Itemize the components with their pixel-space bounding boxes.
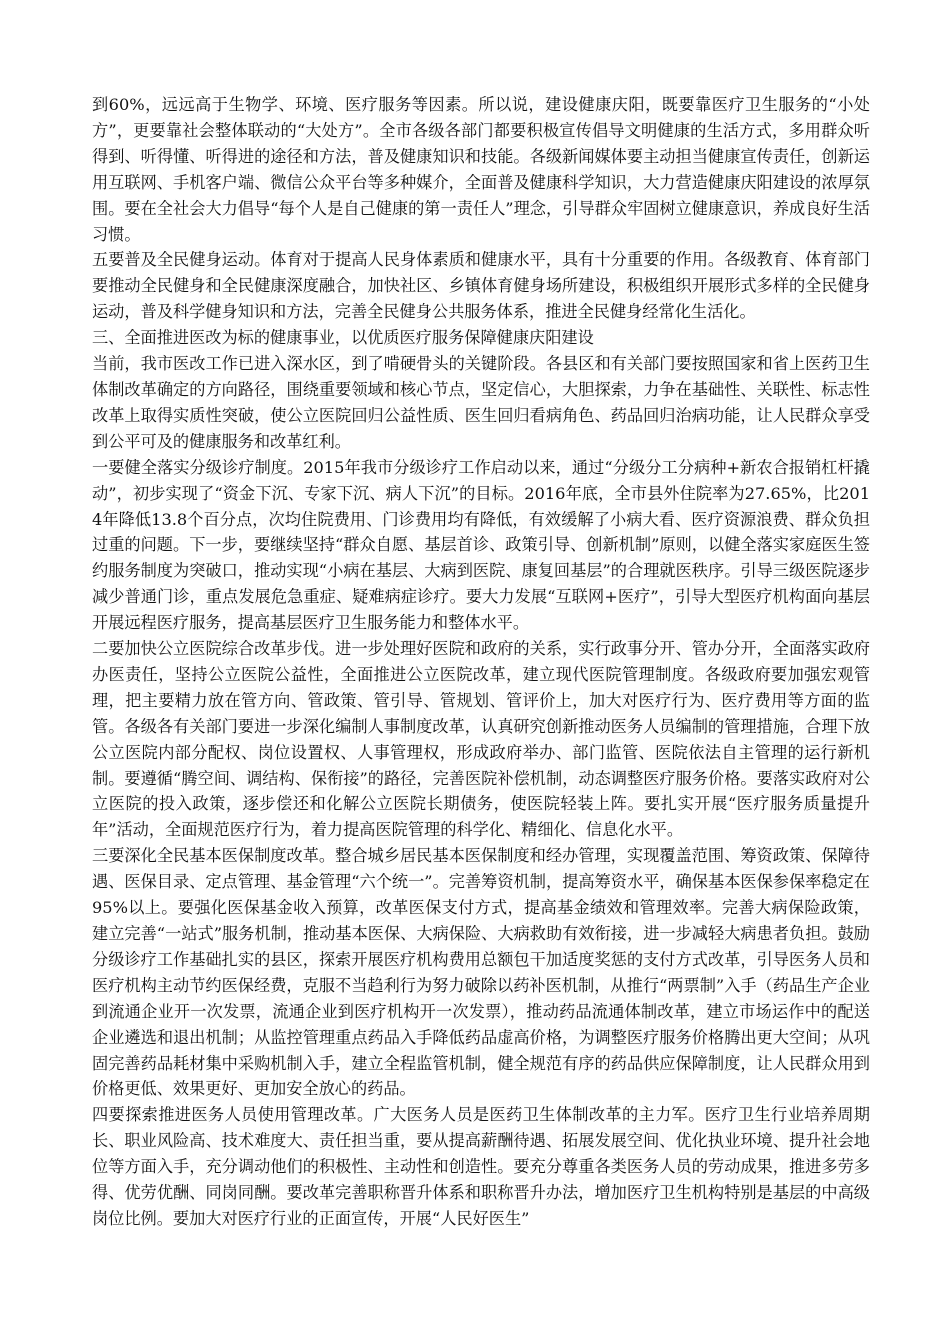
section-heading-medical-reform: 三、全面推进医改为标的健康事业，以优质医疗服务保障健康庆阳建设 (92, 328, 594, 348)
paragraph-medical-staff-reform: 四要探索推进医务人员使用管理改革。广大医务人员是医药卫生体制改革的主力军。医疗卫生行业培养周期长、职业风险高、技术难度大、责任担当重，要从提高薪酬待遇、拓展发展空间、优化执业环境、提升社会地位等方面入手，充分调动他们的积极性、主动性和创造性。要充分尊重各类医务人员的劳动成果，推进多劳多得、优劳优酬、同岗同酬。要改革完善职称晋升体系和职称晋升办法，增加医疗卫生机构特别是基层的中高级岗位比例。要加大对医疗行业的正面宣传，开展“人民好医生” (92, 1105, 870, 1228)
paragraph-medical-insurance-reform: 三要深化全民基本医保制度改革。整合城乡居民基本医保制度和经办管理，实现覆盖范围、筹资政策、保障待遇、医保目录、定点管理、基金管理“六个统一”。完善筹资机制，提高筹资水平，确保基本医保参保率稳定在95%以上。要强化医保基金收入预算，改革医保支付方式，提高基金绩效和管理效率。完善大病保险政策，建立完善“一站式”服务机制，推动基本医保、大病保险、大病救助有效衔接，进一步减轻大病患者负担。鼓励分级诊疗工作基础扎实的县区，探索开展医疗机构费用总额包干加适度奖惩的支付方式改革，引导医务人员和医疗机构主动节约医保经费，克服不当趋利行为努力破除以药补医机制，从推行“两票制”入手（药品生产企业到流通企业开一次发票，流通企业到医疗机构开一次发票），推动药品流通体制改革，建立市场运作中的配送企业遴选和退出机制；从监控管理重点药品入手降低药品虚高价格，为调整医疗服务价格腾出更大空间；从巩固完善药品耗材集中采购机制入手，建立全程监管机制，健全规范有序的药品供应保障制度，让人民群众用到价格更低、效果更好、更加安全放心的药品。 (92, 846, 870, 1099)
paragraph-reform-overview: 当前，我市医改工作已进入深水区，到了啃硬骨头的关键阶段。各县区和有关部门要按照国家和省上医药卫生体制改革确定的方向路径，围绕重要领域和核心节点，坚定信心，大胆探索，力争在基础性、关联性、标志性改革上取得实质性突破，使公立医院回归公益性质、医生回归看病角色、药品回归治病功能，让人民群众享受到公平可及的健康服务和改革红利。 (92, 354, 870, 451)
document-page (92, 92, 870, 1232)
paragraph-tiered-diagnosis: 一要健全落实分级诊疗制度。2015年我市分级诊疗工作启动以来，通过“分级分工分病种+新农合报销杠杆撬动”，初步实现了“资金下沉、专家下沉、病人下沉”的目标。2016年底，全市县外住院率为27.65%，比2014年降低13.8个百分点，次均住院费用、门诊费用均有降低，有效缓解了小病大看、医疗资源浪费、群众负担过重的问题。下一步，要继续坚持“群众自愿、基层首诊、政策引导、创新机制”原则，以健全落实家庭医生签约服务制度为突破口，推动实现“小病在基层、大病到医院、康复回基层”的合理就医秩序。引导三级医院逐步减少普通门诊，重点发展危急重症、疑难病症诊疗。要大力发展“互联网+医疗”，引导大型医疗机构面向基层开展远程医疗服务，提高基层医疗卫生服务能力和整体水平。 (92, 457, 870, 633)
paragraph-public-hospital-reform: 二要加快公立医院综合改革步伐。进一步处理好医院和政府的关系，实行政事分开、管办分开，全面落实政府办医责任，坚持公立医院公益性，全面推进公立医院改革，建立现代医院管理制度。各级政府要加强宏观管理，把主要精力放在管方向、管政策、管引导、管规划、管评价上，加大对医疗行为、医疗费用等方面的监管。各级各有关部门要进一步深化编制人事制度改革，认真研究创新推动医务人员编制的管理措施，合理下放公立医院内部分配权、岗位设置权、人事管理权，形成政府举办、部门监管、医院依法自主管理的运行新机制。要遵循“腾空间、调结构、保衔接”的路径，完善医院补偿机制，动态调整医疗服务价格。要落实政府对公立医院的投入政策，逐步偿还和化解公立医院长期债务，使医院轻装上阵。要扎实开展“医疗服务质量提升年”活动，全面规范医疗行为，着力提高医院管理的科学化、精细化、信息化水平。 (92, 639, 870, 840)
paragraph-health-promotion: 到60%，远远高于生物学、环境、医疗服务等因素。所以说，建设健康庆阳，既要靠医疗卫生服务的“小处方”，更要靠社会整体联动的“大处方”。全市各级各部门都要积极宣传倡导文明健康的生活方式，多用群众听得到、听得懂、听得进的途径和方法，普及健康知识和技能。各级新闻媒体要主动担当健康宣传责任，创新运用互联网、手机客户端、微信公众平台等多种媒介，全面普及健康科学知识，大力营造健康庆阳建设的浓厚氛围。要在全社会大力倡导“每个人是自己健康的第一责任人”理念，引导群众牢固树立健康意识，养成良好生活习惯。 (92, 95, 870, 244)
paragraph-national-fitness: 五要普及全民健身运动。体育对于提高人民身体素质和健康水平，具有十分重要的作用。各级教育、体育部门要推动全民健身和全民健康深度融合，加快社区、乡镇体育健身场所建设，积极组织开展形式多样的全民健身运动，普及科学健身知识和方法，完善全民健身公共服务体系，推进全民健身经常化生活化。 (92, 250, 870, 322)
